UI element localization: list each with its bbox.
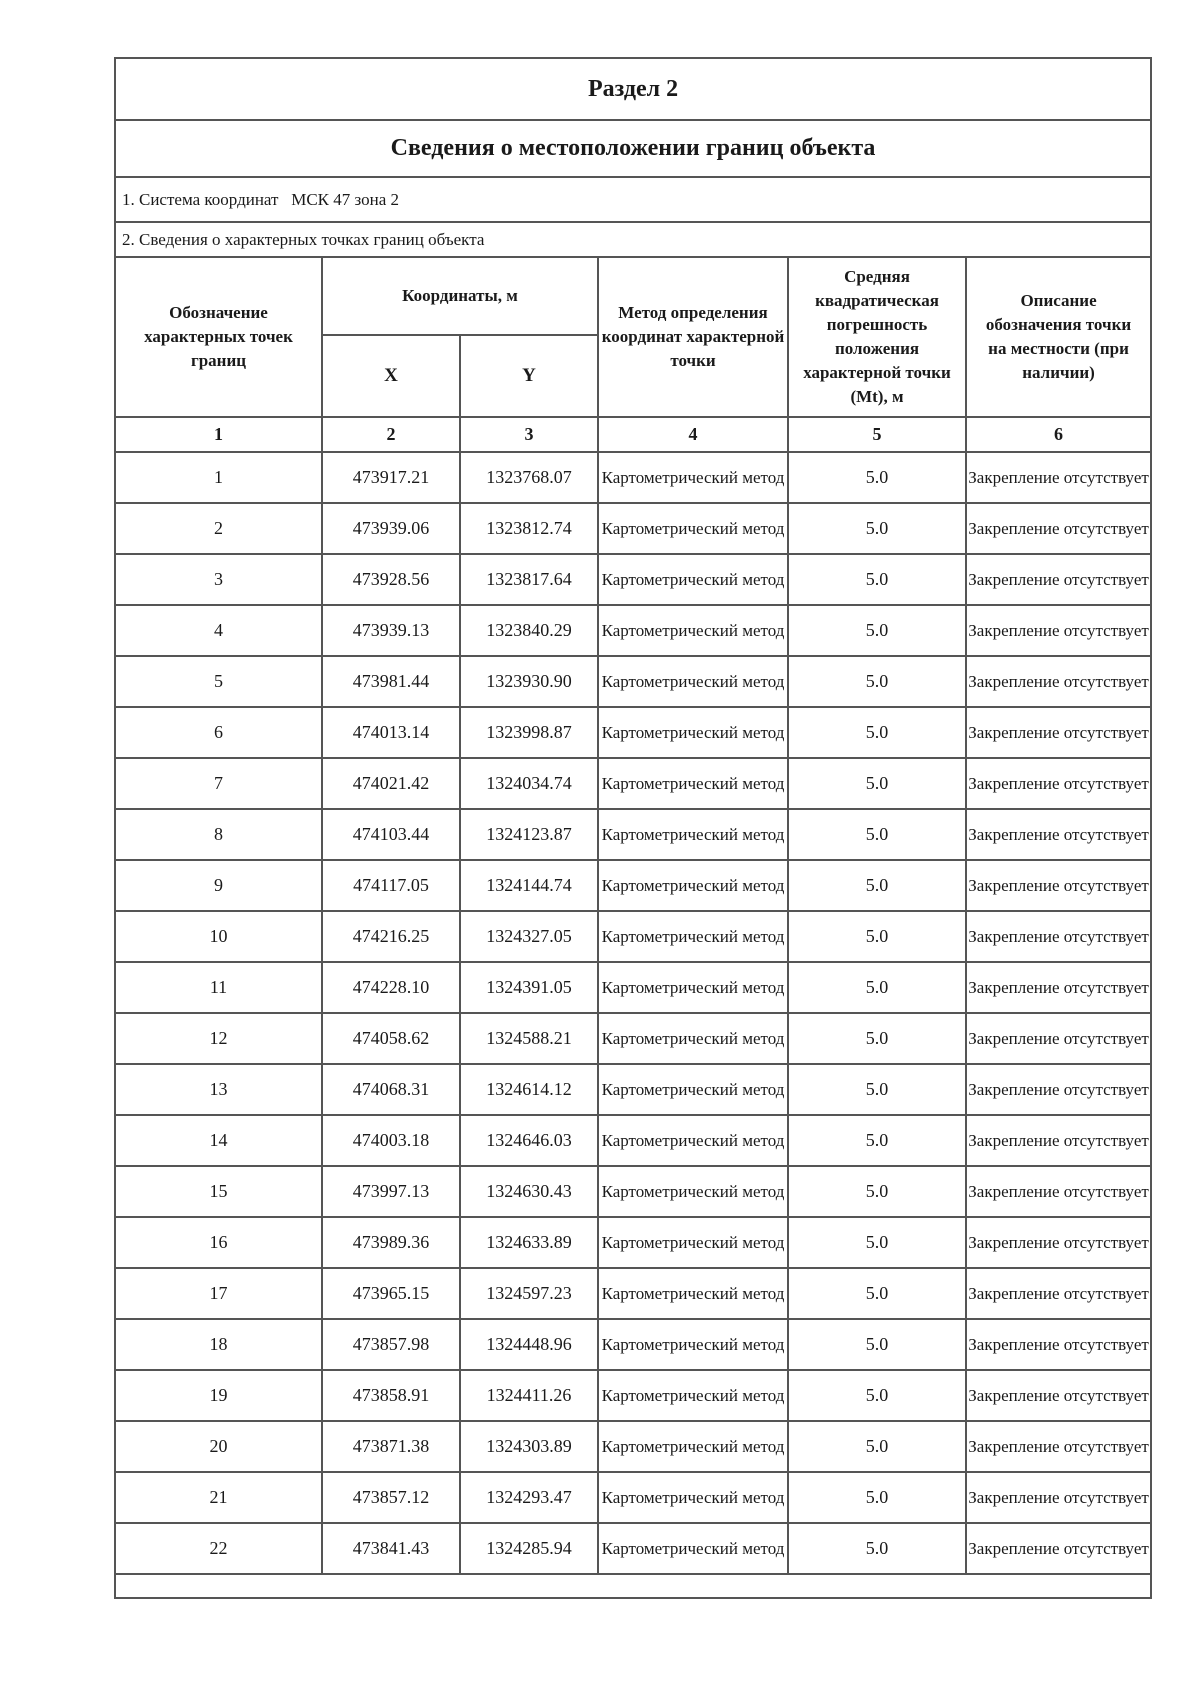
header-point-designation: Обозначение характерных точек границ xyxy=(115,257,322,417)
method: Картометрический метод xyxy=(598,656,788,707)
column-number: 4 xyxy=(598,417,788,452)
method: Картометрический метод xyxy=(598,554,788,605)
table-row xyxy=(115,1115,1151,1166)
point-description: Закрепление отсутствует xyxy=(966,605,1151,656)
mean-square-error: 5.0 xyxy=(788,911,966,962)
point-id: 12 xyxy=(115,1013,322,1064)
table-row xyxy=(115,809,1151,860)
table-row xyxy=(115,1064,1151,1115)
mean-square-error: 5.0 xyxy=(788,1064,966,1115)
x-coordinate: 474068.31 xyxy=(322,1064,460,1115)
empty-footer-cell xyxy=(115,1574,1151,1598)
point-id: 21 xyxy=(115,1472,322,1523)
y-coordinate: 1324597.23 xyxy=(460,1268,598,1319)
point-id: 2 xyxy=(115,503,322,554)
table-row xyxy=(115,1217,1151,1268)
point-description: Закрепление отсутствует xyxy=(966,1217,1151,1268)
y-coordinate: 1324303.89 xyxy=(460,1421,598,1472)
point-description: Закрепление отсутствует xyxy=(966,656,1151,707)
mean-square-error: 5.0 xyxy=(788,503,966,554)
column-number: 3 xyxy=(460,417,598,452)
method: Картометрический метод xyxy=(598,911,788,962)
header-point-description: Описание обозначения точки на местности (при наличии) xyxy=(966,257,1151,417)
x-coordinate: 473857.12 xyxy=(322,1472,460,1523)
point-id: 10 xyxy=(115,911,322,962)
x-coordinate: 473989.36 xyxy=(322,1217,460,1268)
y-coordinate: 1324411.26 xyxy=(460,1370,598,1421)
y-coordinate: 1324285.94 xyxy=(460,1523,598,1574)
y-coordinate: 1323998.87 xyxy=(460,707,598,758)
mean-square-error: 5.0 xyxy=(788,554,966,605)
method: Картометрический метод xyxy=(598,605,788,656)
mean-square-error: 5.0 xyxy=(788,707,966,758)
method: Картометрический метод xyxy=(598,1523,788,1574)
point-id: 19 xyxy=(115,1370,322,1421)
mean-square-error: 5.0 xyxy=(788,1472,966,1523)
method: Картометрический метод xyxy=(598,707,788,758)
x-coordinate: 474013.14 xyxy=(322,707,460,758)
point-id: 15 xyxy=(115,1166,322,1217)
boundary-points-table xyxy=(114,57,1152,1599)
header-x: X xyxy=(322,335,460,417)
table-row xyxy=(115,911,1151,962)
header-method: Метод определения координат характерной точки xyxy=(598,257,788,417)
y-coordinate: 1323812.74 xyxy=(460,503,598,554)
x-coordinate: 474021.42 xyxy=(322,758,460,809)
point-id: 8 xyxy=(115,809,322,860)
x-coordinate: 473857.98 xyxy=(322,1319,460,1370)
mean-square-error: 5.0 xyxy=(788,962,966,1013)
y-coordinate: 1324646.03 xyxy=(460,1115,598,1166)
method: Картометрический метод xyxy=(598,758,788,809)
column-number: 2 xyxy=(322,417,460,452)
point-id: 22 xyxy=(115,1523,322,1574)
x-coordinate: 473939.06 xyxy=(322,503,460,554)
point-id: 20 xyxy=(115,1421,322,1472)
mean-square-error: 5.0 xyxy=(788,1523,966,1574)
table-row xyxy=(115,1421,1151,1472)
x-coordinate: 473841.43 xyxy=(322,1523,460,1574)
method: Картометрический метод xyxy=(598,1115,788,1166)
point-id: 13 xyxy=(115,1064,322,1115)
method: Картометрический метод xyxy=(598,1472,788,1523)
point-description: Закрепление отсутствует xyxy=(966,1166,1151,1217)
header-coordinates-group: Координаты, м xyxy=(322,257,598,335)
table-row xyxy=(115,758,1151,809)
table-row xyxy=(115,1166,1151,1217)
y-coordinate: 1324123.87 xyxy=(460,809,598,860)
x-coordinate: 474117.05 xyxy=(322,860,460,911)
empty-footer-row xyxy=(115,1574,1151,1598)
header-mean-square-error: Средняя квадратическая погрешность положения характерной точки (Mt), м xyxy=(788,257,966,417)
y-coordinate: 1324391.05 xyxy=(460,962,598,1013)
coordinate-system-label: 1. Система координат xyxy=(122,189,279,209)
point-description: Закрепление отсутствует xyxy=(966,1013,1151,1064)
section-subtitle: Сведения о местоположении границ объекта xyxy=(115,120,1151,177)
mean-square-error: 5.0 xyxy=(788,1370,966,1421)
x-coordinate: 473928.56 xyxy=(322,554,460,605)
method: Картометрический метод xyxy=(598,503,788,554)
column-numbers-row xyxy=(115,417,1151,452)
point-id: 18 xyxy=(115,1319,322,1370)
mean-square-error: 5.0 xyxy=(788,1217,966,1268)
method: Картометрический метод xyxy=(598,1013,788,1064)
section-title: Раздел 2 xyxy=(115,58,1151,120)
y-coordinate: 1324034.74 xyxy=(460,758,598,809)
y-coordinate: 1324614.12 xyxy=(460,1064,598,1115)
table-row xyxy=(115,1319,1151,1370)
point-description: Закрепление отсутствует xyxy=(966,1421,1151,1472)
points-info-label: 2. Сведения о характерных точках границ объекта xyxy=(115,222,1151,257)
header-y: Y xyxy=(460,335,598,417)
point-description: Закрепление отсутствует xyxy=(966,707,1151,758)
point-description: Закрепление отсутствует xyxy=(966,452,1151,503)
mean-square-error: 5.0 xyxy=(788,860,966,911)
y-coordinate: 1324630.43 xyxy=(460,1166,598,1217)
method: Картометрический метод xyxy=(598,1370,788,1421)
y-coordinate: 1323817.64 xyxy=(460,554,598,605)
mean-square-error: 5.0 xyxy=(788,809,966,860)
method: Картометрический метод xyxy=(598,860,788,911)
method: Картометрический метод xyxy=(598,809,788,860)
table-row xyxy=(115,962,1151,1013)
x-coordinate: 473871.38 xyxy=(322,1421,460,1472)
mean-square-error: 5.0 xyxy=(788,1268,966,1319)
point-description: Закрепление отсутствует xyxy=(966,860,1151,911)
point-id: 16 xyxy=(115,1217,322,1268)
x-coordinate: 474003.18 xyxy=(322,1115,460,1166)
table-row xyxy=(115,1370,1151,1421)
method: Картометрический метод xyxy=(598,1319,788,1370)
point-id: 17 xyxy=(115,1268,322,1319)
point-id: 3 xyxy=(115,554,322,605)
method: Картометрический метод xyxy=(598,962,788,1013)
point-description: Закрепление отсутствует xyxy=(966,1523,1151,1574)
method: Картометрический метод xyxy=(598,1217,788,1268)
table-row xyxy=(115,1523,1151,1574)
coordinate-system-value: МСК 47 зона 2 xyxy=(291,189,400,209)
point-description: Закрепление отсутствует xyxy=(966,1064,1151,1115)
table-row xyxy=(115,452,1151,503)
mean-square-error: 5.0 xyxy=(788,1115,966,1166)
point-description: Закрепление отсутствует xyxy=(966,758,1151,809)
point-id: 14 xyxy=(115,1115,322,1166)
x-coordinate: 474216.25 xyxy=(322,911,460,962)
point-id: 9 xyxy=(115,860,322,911)
table-row xyxy=(115,1013,1151,1064)
x-coordinate: 473965.15 xyxy=(322,1268,460,1319)
x-coordinate: 474228.10 xyxy=(322,962,460,1013)
document-page xyxy=(114,57,1150,1599)
x-coordinate: 473997.13 xyxy=(322,1166,460,1217)
table-row xyxy=(115,860,1151,911)
point-id: 7 xyxy=(115,758,322,809)
table-row xyxy=(115,554,1151,605)
table-row xyxy=(115,656,1151,707)
y-coordinate: 1323930.90 xyxy=(460,656,598,707)
mean-square-error: 5.0 xyxy=(788,1166,966,1217)
method: Картометрический метод xyxy=(598,1166,788,1217)
method: Картометрический метод xyxy=(598,1064,788,1115)
y-coordinate: 1324448.96 xyxy=(460,1319,598,1370)
table-row xyxy=(115,1268,1151,1319)
point-description: Закрепление отсутствует xyxy=(966,911,1151,962)
x-coordinate: 474103.44 xyxy=(322,809,460,860)
mean-square-error: 5.0 xyxy=(788,1013,966,1064)
point-description: Закрепление отсутствует xyxy=(966,1268,1151,1319)
y-coordinate: 1324327.05 xyxy=(460,911,598,962)
point-description: Закрепление отсутствует xyxy=(966,809,1151,860)
point-description: Закрепление отсутствует xyxy=(966,1115,1151,1166)
point-id: 11 xyxy=(115,962,322,1013)
y-coordinate: 1324588.21 xyxy=(460,1013,598,1064)
point-id: 1 xyxy=(115,452,322,503)
mean-square-error: 5.0 xyxy=(788,656,966,707)
mean-square-error: 5.0 xyxy=(788,605,966,656)
mean-square-error: 5.0 xyxy=(788,1421,966,1472)
y-coordinate: 1324144.74 xyxy=(460,860,598,911)
method: Картометрический метод xyxy=(598,452,788,503)
column-number: 6 xyxy=(966,417,1151,452)
point-description: Закрепление отсутствует xyxy=(966,554,1151,605)
y-coordinate: 1323840.29 xyxy=(460,605,598,656)
mean-square-error: 5.0 xyxy=(788,1319,966,1370)
point-description: Закрепление отсутствует xyxy=(966,1472,1151,1523)
x-coordinate: 473858.91 xyxy=(322,1370,460,1421)
y-coordinate: 1324633.89 xyxy=(460,1217,598,1268)
point-id: 4 xyxy=(115,605,322,656)
mean-square-error: 5.0 xyxy=(788,452,966,503)
point-description: Закрепление отсутствует xyxy=(966,1370,1151,1421)
table-row xyxy=(115,707,1151,758)
table-row xyxy=(115,1472,1151,1523)
x-coordinate: 473939.13 xyxy=(322,605,460,656)
y-coordinate: 1324293.47 xyxy=(460,1472,598,1523)
table-row xyxy=(115,605,1151,656)
x-coordinate: 473981.44 xyxy=(322,656,460,707)
column-number: 1 xyxy=(115,417,322,452)
point-description: Закрепление отсутствует xyxy=(966,503,1151,554)
x-coordinate: 474058.62 xyxy=(322,1013,460,1064)
coordinate-system-row xyxy=(115,177,1151,222)
column-number: 5 xyxy=(788,417,966,452)
table-row xyxy=(115,503,1151,554)
point-description: Закрепление отсутствует xyxy=(966,962,1151,1013)
y-coordinate: 1323768.07 xyxy=(460,452,598,503)
point-description: Закрепление отсутствует xyxy=(966,1319,1151,1370)
mean-square-error: 5.0 xyxy=(788,758,966,809)
point-id: 5 xyxy=(115,656,322,707)
method: Картометрический метод xyxy=(598,1421,788,1472)
point-id: 6 xyxy=(115,707,322,758)
x-coordinate: 473917.21 xyxy=(322,452,460,503)
method: Картометрический метод xyxy=(598,1268,788,1319)
